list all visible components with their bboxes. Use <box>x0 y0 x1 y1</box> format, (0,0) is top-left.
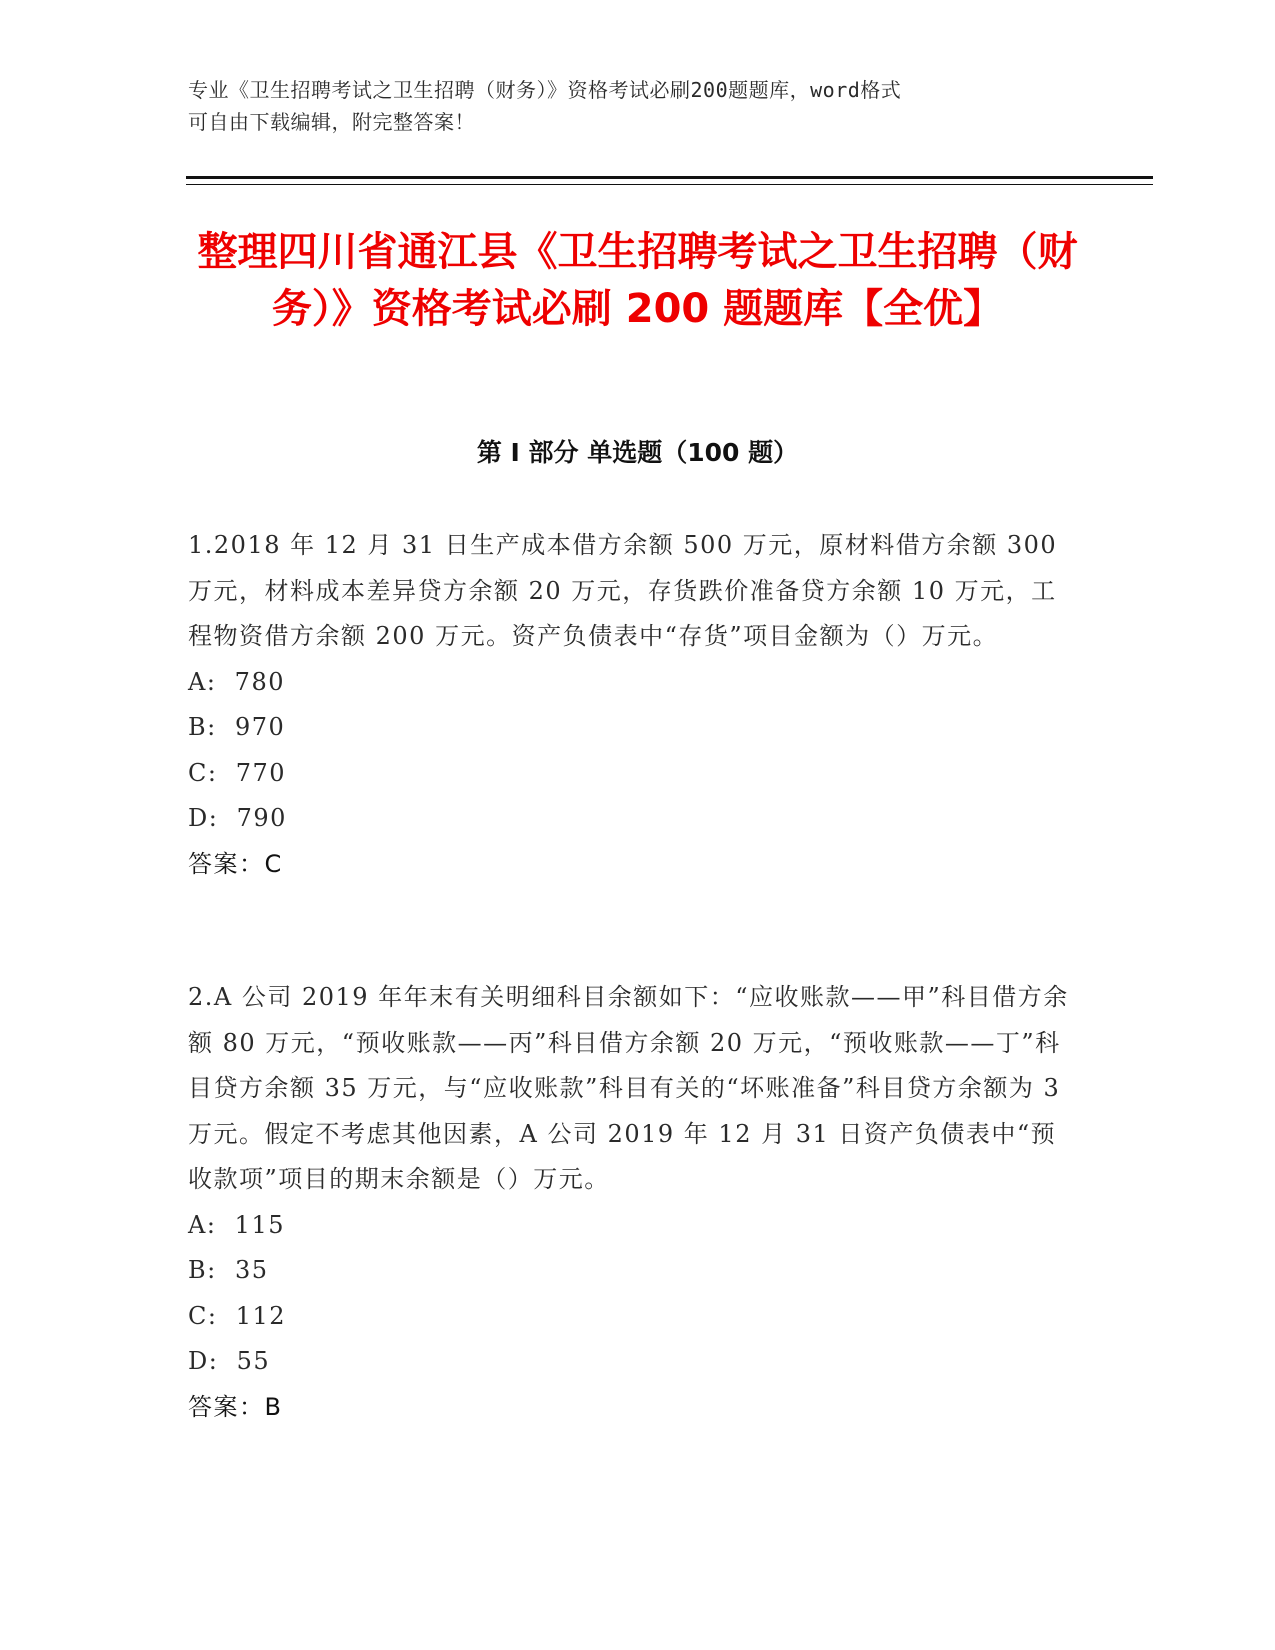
option-a: A: 780 <box>188 667 285 696</box>
option-b: B: 970 <box>188 713 286 741</box>
document-title: 整理四川省通江县《卫生招聘考试之卫生招聘（财务）》资格考试必刷 200 题题库【全优】 <box>197 229 1078 332</box>
option-d: D: 790 <box>188 804 287 832</box>
header-rule-thin <box>186 184 1153 185</box>
answer-line: 答案：C <box>188 849 283 878</box>
question-2 <box>188 975 1078 1430</box>
header-note-line-2: 可自由下载编辑，附完整答案！ <box>188 110 475 134</box>
question-stem: 1.2018 年 12 月 31 日生产成本借方余额 500 万元，原材料借方余额 300 万元，材料成本差异贷方余额 20 万元，存货跌价准备贷方余额 10 万元，工程物资借方余额 200 万元。资产负债表中“存货”项目金额为（）万元。 <box>188 531 1058 650</box>
header-note <box>188 74 1068 138</box>
section-heading: 第 I 部分 单选题（100 题） <box>476 438 799 467</box>
header-note-line-1: 专业《卫生招聘考试之卫生招聘（财务）》资格考试必刷200题题库，word格式 <box>188 78 902 102</box>
option-c: C: 112 <box>188 1301 287 1330</box>
answer-line: 答案：B <box>188 1392 283 1421</box>
question-stem: 2.A 公司 2019 年年末有关明细科目余额如下：“应收账款——甲”科目借方余额 80 万元，“预收账款——丙”科目借方余额 20 万元，“预收账款——丁”科目贷方余额 35 万元，与“应收账款”科目有关的“坏账准备”科目贷方余额为 3 万元。假定不考虑其他因素，A 公司 2019 年 12 月 31 日资产负债表中“预收款项”项目的期末余额是（）万元。 <box>188 983 1069 1193</box>
option-a: A: 115 <box>188 1210 285 1239</box>
question-1 <box>188 523 1078 887</box>
option-c: C: 770 <box>188 758 287 787</box>
header-rule-thick <box>186 176 1153 179</box>
option-b: B: 35 <box>188 1256 269 1284</box>
option-d: D: 55 <box>188 1347 271 1375</box>
